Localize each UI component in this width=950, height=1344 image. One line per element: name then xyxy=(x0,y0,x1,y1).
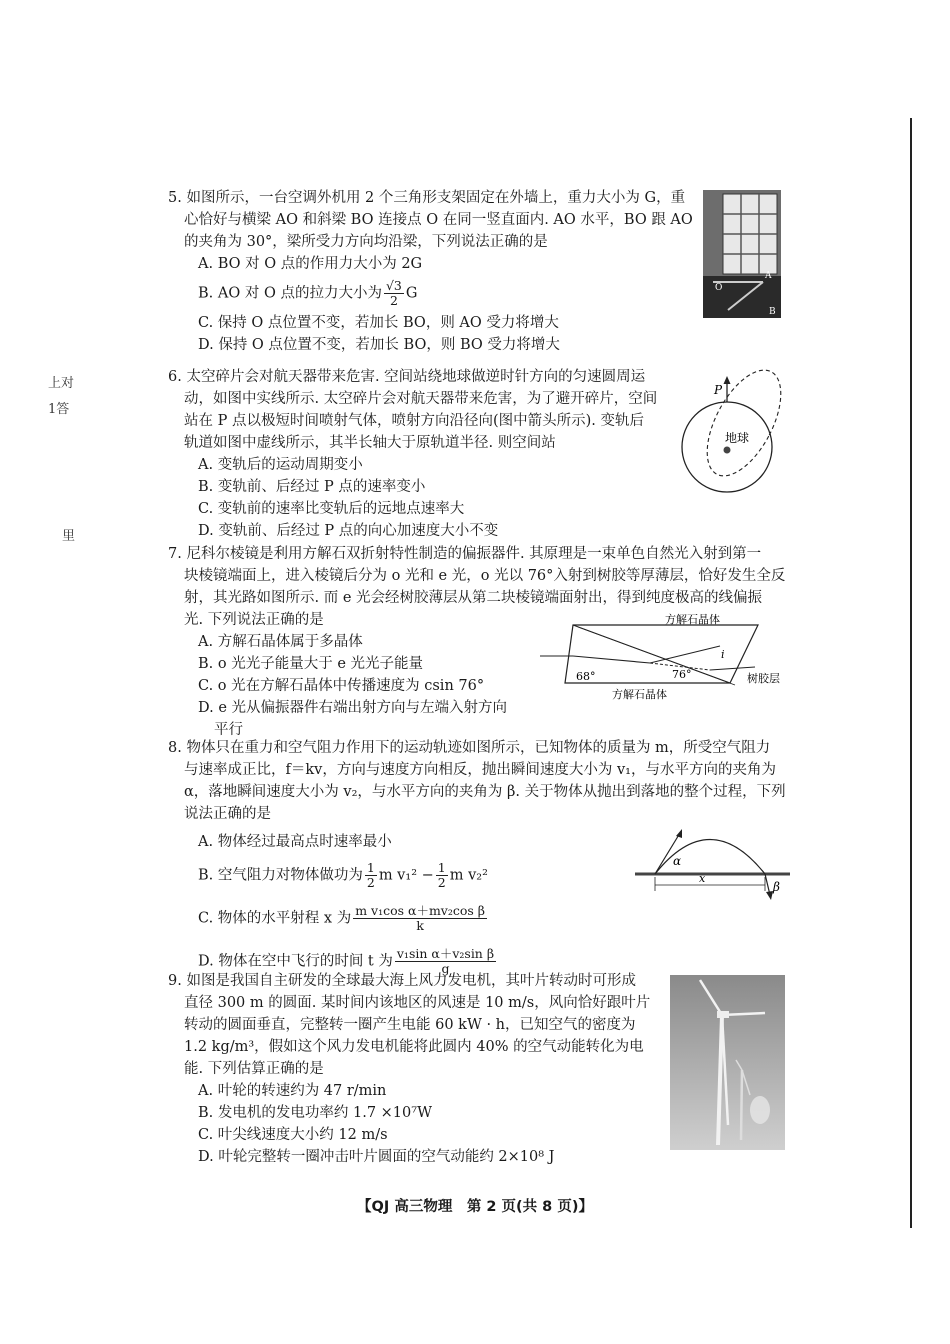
q7-stem: 光. 下列说法正确的是 xyxy=(184,612,324,628)
q8-option-a: A. 物体经过最高点时速率最小 xyxy=(198,834,392,850)
q6-option-c: C. 变轨前的速率比变轨后的远地点速率大 xyxy=(198,501,465,517)
q7-stem: 射，其光路如图所示. 而 e 光会经树胶薄层从第二块棱镜端面射出，得到纯度极高的线偏振 xyxy=(184,590,763,606)
q8-label-beta: β xyxy=(773,880,780,894)
q7-stem: 块棱镜端面上，进入棱镜后分为 o 光和 e 光，o 光以 76°入射到树胶等厚薄层，恰好发生全反 xyxy=(184,568,786,584)
q7-label-76: 76° xyxy=(672,668,692,681)
q8-label-x: x xyxy=(699,872,706,885)
q7-label-calcite-top: 方解石晶体 xyxy=(665,613,720,626)
question-5 xyxy=(168,187,698,356)
q7-label-i: i xyxy=(721,648,725,661)
q6-label-p: P xyxy=(714,383,723,397)
q6-stem: 动，如图中实线所示. 太空碎片会对航天器带来危害，为了避开碎片，空间 xyxy=(184,391,658,407)
q7-label-68: 68° xyxy=(576,670,596,683)
margin-fragment: 1答 xyxy=(48,402,70,417)
q7-option-d: D. e 光从偏振器件右端出射方向与左端入射方向 xyxy=(198,700,508,716)
q7-label-calcite-bottom: 方解石晶体 xyxy=(612,688,667,701)
margin-fragment: 里 xyxy=(62,529,76,544)
q7-nicol-prism-diagram xyxy=(540,610,800,705)
q8-stem: 与速率成正比，f＝kv，方向与速度方向相反，抛出瞬间速度大小为 v₁，与水平方向的夹角为 xyxy=(184,762,776,778)
q7-stem: 7. 尼科尔棱镜是利用方解石双折射特性制造的偏振器件. 其原理是一束单色自然光入射到第一 xyxy=(168,546,762,562)
q8-trajectory-diagram xyxy=(635,825,795,915)
q7-option-d-cont: 平行 xyxy=(214,722,243,738)
question-6 xyxy=(168,366,678,542)
q8-label-alpha: α xyxy=(673,854,682,868)
q9-stem: 直径 300 m 的圆面. 某时间内该地区的风速是 10 m/s，风向恰好跟叶片 xyxy=(184,995,651,1011)
q8-option-b: B. 空气阻力对物体做功为 $\frac{1}{2}$ m v₁² − $\frac{1}{2}$ m v₂² xyxy=(198,860,488,890)
q5-option-c: C. 保持 O 点位置不变，若加长 BO，则 AO 受力将增大 xyxy=(198,315,559,331)
q9-option-c: C. 叶尖线速度大小约 12 m/s xyxy=(198,1127,388,1143)
q6-orbit-diagram xyxy=(680,360,800,500)
q6-stem: 站在 P 点以极短时间喷射气体，喷射方向沿径向(图中箭头所示). 变轨后 xyxy=(184,413,645,429)
q7-option-a: A. 方解石晶体属于多晶体 xyxy=(198,634,363,650)
q9-stem: 9. 如图是我国自主研发的全球最大海上风力发电机，其叶片转动时可形成 xyxy=(168,973,636,989)
q5-label-o: O xyxy=(715,283,723,293)
q5-label-b: B xyxy=(769,307,776,317)
q7-option-b: B. o 光光子能量大于 e 光光子能量 xyxy=(198,656,424,672)
q5-photo-ac-unit xyxy=(703,190,781,318)
q9-option-d: D. 叶轮完整转一圈冲击叶片圆面的空气动能约 2×10⁸ J xyxy=(198,1149,555,1165)
q8-option-d: D. 物体在空中飞行的时间 t 为 $\frac{\text{v₁sin α＋v₂sin β}}{g}$ xyxy=(198,946,495,976)
q9-stem: 转动的圆面垂直，完整转一圈产生电能 60 kW · h，已知空气的密度为 xyxy=(184,1017,636,1033)
q8-stem: 说法正确的是 xyxy=(184,806,271,822)
q8-stem: α，落地瞬间速度大小为 v₂，与水平方向的夹角为 β. 关于物体从抛出到落地的整个过程，下列 xyxy=(184,784,786,800)
q5-option-b: B. AO 对 O 点的拉力大小为 $\frac{√3}{2}$ G xyxy=(198,278,418,308)
q6-option-a: A. 变轨后的运动周期变小 xyxy=(198,457,363,473)
q5-stem: 的夹角为 30°，梁所受力方向均沿梁，下列说法正确的是 xyxy=(184,234,548,250)
q6-option-d: D. 变轨前、后经过 P 点的向心加速度大小不变 xyxy=(198,523,499,539)
q6-option-b: B. 变轨前、后经过 P 点的速率变小 xyxy=(198,479,426,495)
q6-stem: 6. 太空碎片会对航天器带来危害. 空间站绕地球做逆时针方向的匀速圆周运 xyxy=(168,369,646,385)
q8-option-c: C. 物体的水平射程 x 为 $\frac{\text{m v₁cos α＋mv₂cos β}}{k}$ xyxy=(198,903,486,933)
margin-fragment: 上对 xyxy=(48,376,75,391)
q6-label-earth: 地球 xyxy=(725,431,750,445)
q9-stem: 能. 下列估算正确的是 xyxy=(184,1061,324,1077)
q6-stem: 轨道如图中虚线所示，其半长轴大于原轨道半径. 则空间站 xyxy=(184,435,556,451)
q8-stem: 8. 物体只在重力和空气阻力作用下的运动轨迹如图所示，已知物体的质量为 m，所受空气阻力 xyxy=(168,740,771,756)
q7-label-resin: 树胶层 xyxy=(747,672,780,685)
q5-label-a: A xyxy=(765,271,772,281)
question-9 xyxy=(168,970,678,1168)
q9-option-a: A. 叶轮的转速约为 47 r/min xyxy=(198,1083,387,1099)
q9-photo-wind-turbine xyxy=(670,975,785,1150)
q5-option-d: D. 保持 O 点位置不变，若加长 BO，则 BO 受力将增大 xyxy=(198,337,560,353)
q5-option-a: A. BO 对 O 点的作用力大小为 2G xyxy=(198,256,423,272)
page-footer: 【QJ 高三物理 第 2 页(共 8 页)】 xyxy=(357,1199,593,1215)
q9-stem: 1.2 kg/m³，假如这个风力发电机能将此圆内 40% 的空气动能转化为电 xyxy=(184,1039,644,1055)
q7-option-c: C. o 光在方解石晶体中传播速度为 csin 76° xyxy=(198,678,485,694)
q5-stem: 5. 如图所示，一台空调外机用 2 个三角形支架固定在外墙上，重力大小为 G，重 xyxy=(168,190,686,206)
q5-stem: 心恰好与横梁 AO 和斜梁 BO 连接点 O 在同一竖直面内. AO 水平，BO 跟 AO xyxy=(184,212,693,228)
q9-option-b: B. 发电机的发电功率约 1.7 ×10⁷W xyxy=(198,1105,432,1121)
page-edge-rule xyxy=(910,118,912,1228)
